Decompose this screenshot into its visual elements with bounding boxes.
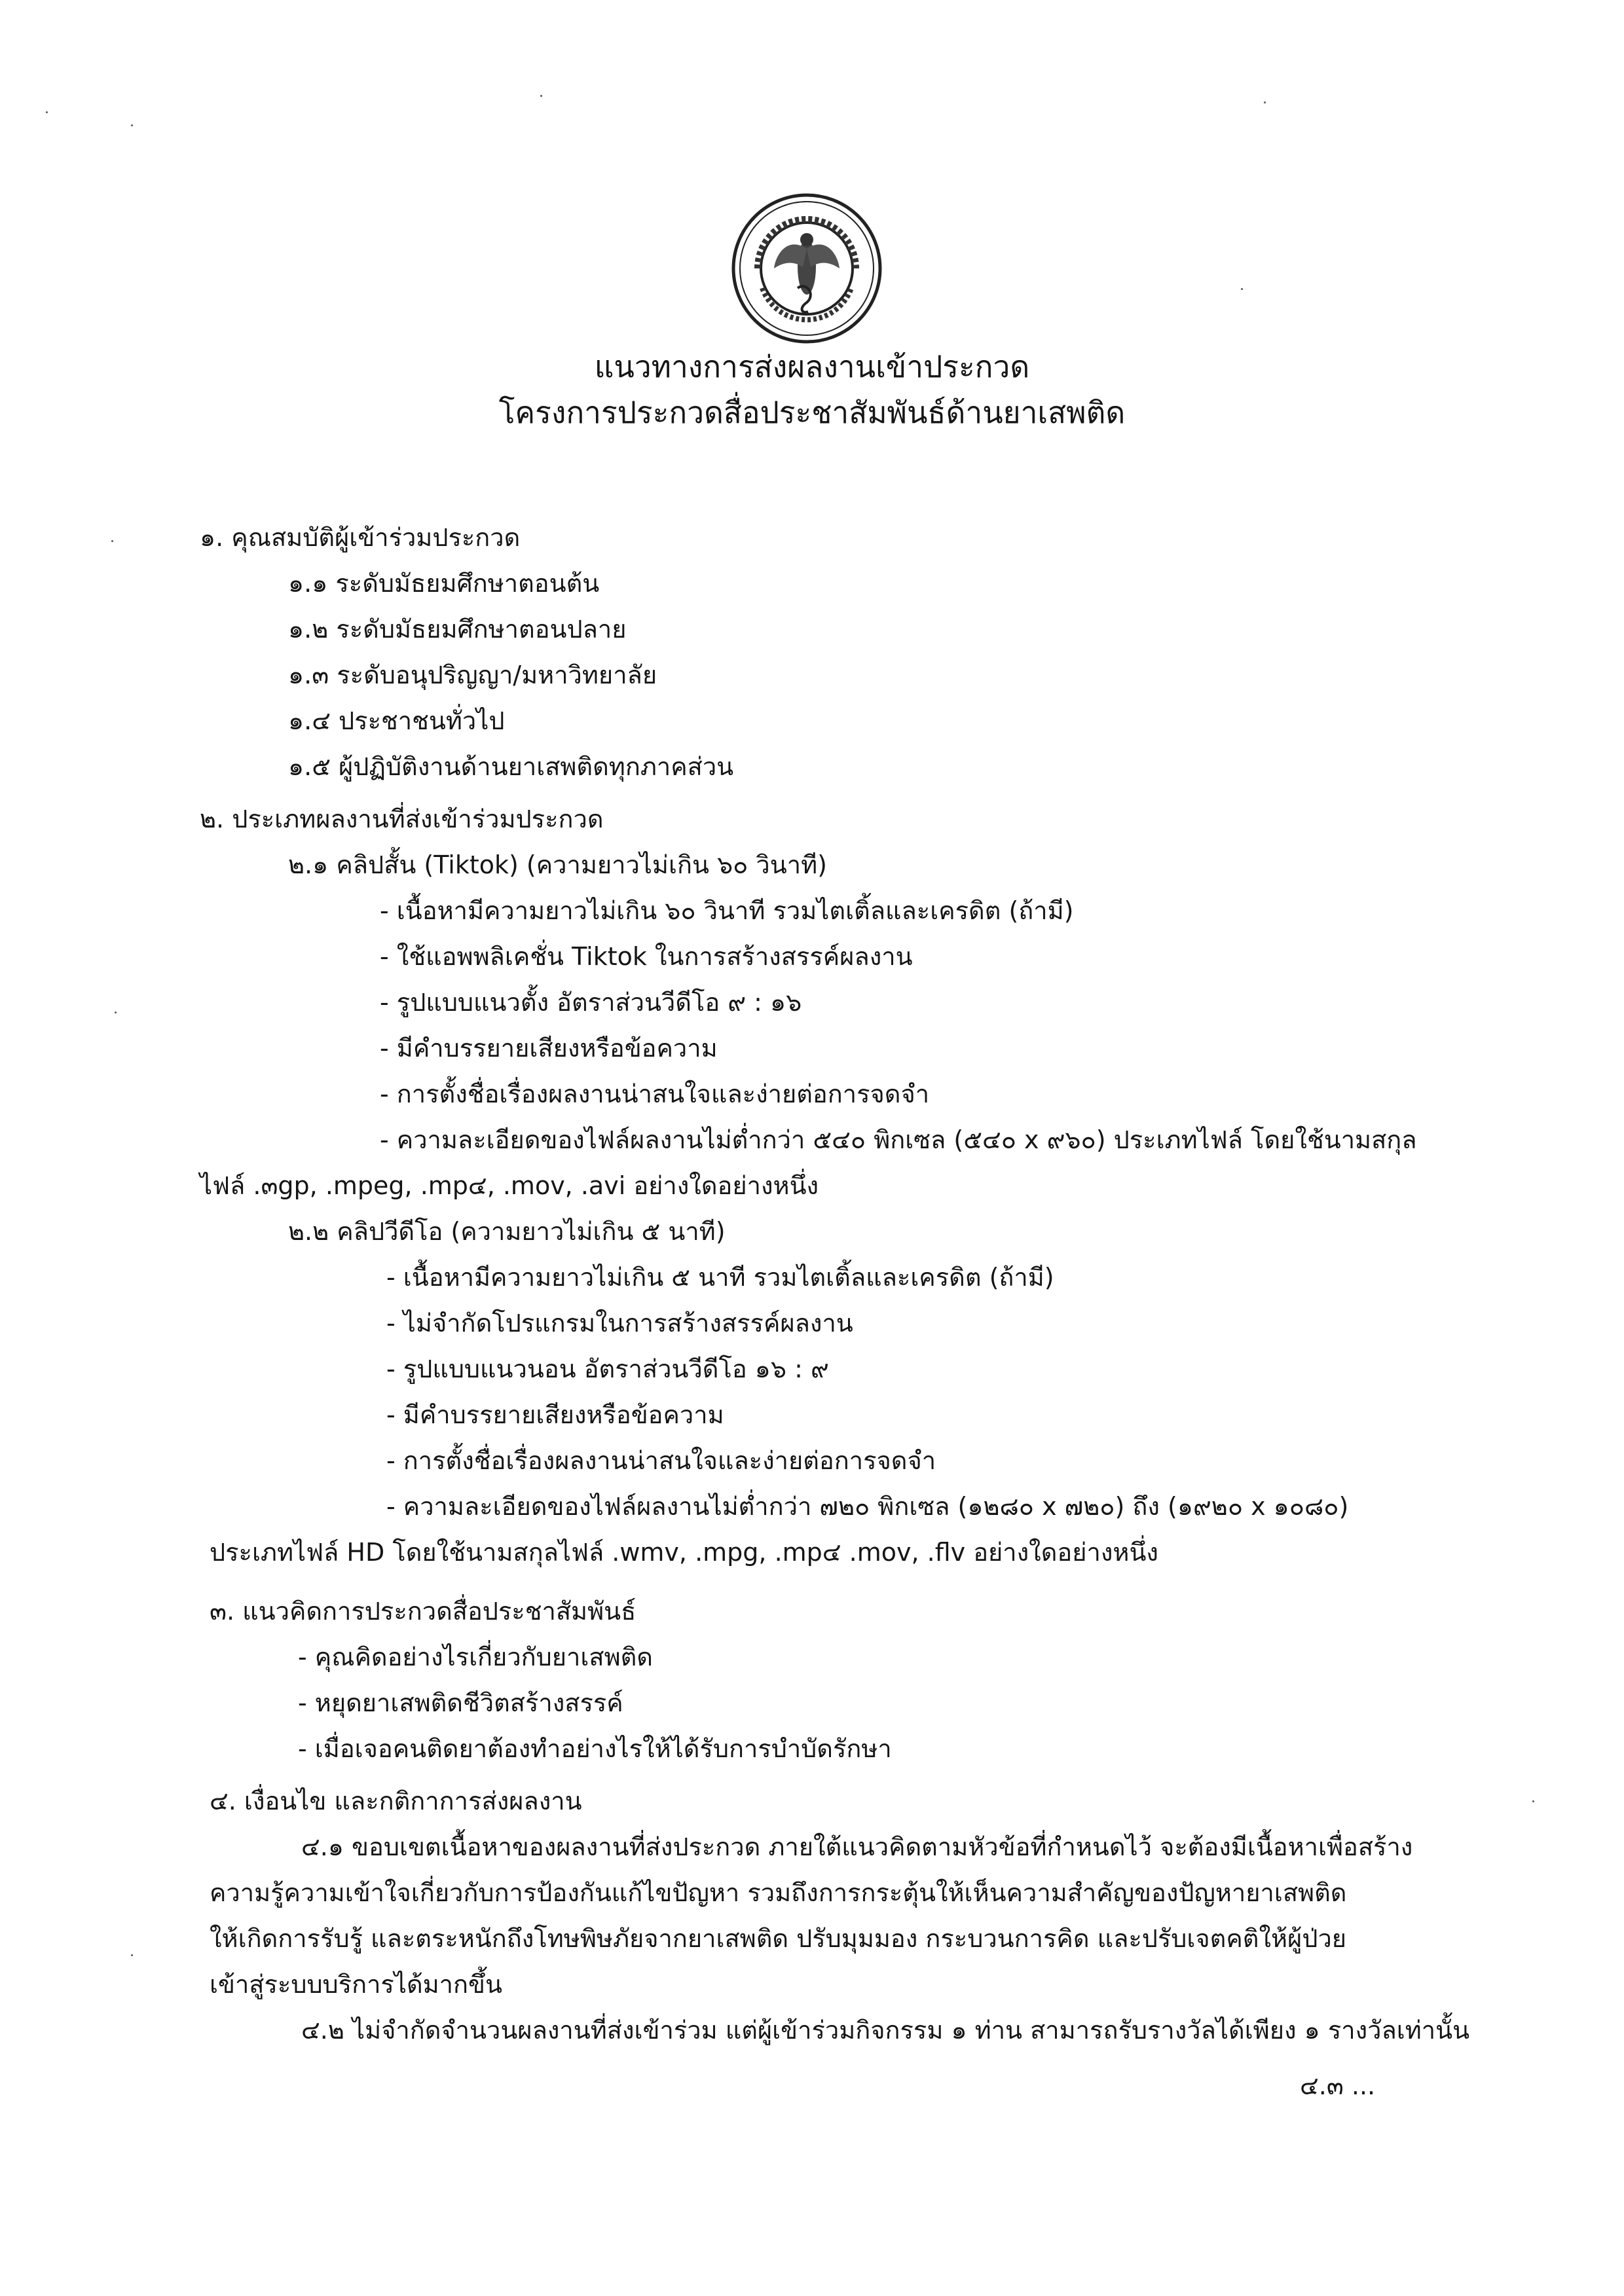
subsection-2-1-bullet: - เนื้อหามีความยาวไม่เกิน ๖๐ วินาที รวมไตเติ้ลและเครดิต (ถ้ามี)	[380, 896, 1074, 925]
section-1-item: ๑.๑ ระดับมัธยมศึกษาตอนต้น	[288, 569, 600, 598]
section-4-1-paragraph-line: ความรู้ความเข้าใจเกี่ยวกับการป้องกันแก้ไขปัญหา รวมถึงการกระตุ้นให้เห็นความสำคัญของปัญหายาเสพติด	[210, 1878, 1347, 1907]
section-4-1-paragraph-line: ๔.๑ ขอบเขตเนื้อหาของผลงานที่ส่งประกวด ภายใต้แนวคิดตามหัวข้อที่กำหนดไว้ จะต้องมีเนื้อหาเพื่อสร้าง	[301, 1832, 1413, 1861]
subsection-2-2-continuation: ประเภทไฟล์ HD โดยใช้นามสกุลไฟล์ .wmv, .mpg, .mp๔ .mov, .flv อย่างใดอย่างหนึ่ง	[210, 1538, 1158, 1567]
subsection-2-2-title: ๒.๒ คลิปวีดีโอ (ความยาวไม่เกิน ๕ นาที)	[288, 1217, 726, 1246]
subsection-2-2-bullet: - รูปแบบแนวนอน อัตราส่วนวีดีโอ ๑๖ : ๙	[386, 1355, 829, 1383]
section-1-item: ๑.๒ ระดับมัธยมศึกษาตอนปลาย	[288, 615, 627, 644]
subsection-2-1-bullet: - ความละเอียดของไฟล์ผลงานไม่ต่ำกว่า ๕๔๐ พิกเซล (๕๔๐ x ๙๖๐) ประเภทไฟล์ โดยใช้นามสกุล	[380, 1125, 1417, 1154]
section-4-1-paragraph-line: ให้เกิดการรับรู้ และตระหนักถึงโทษพิษภัยจากยาเสพติด ปรับมุมมอง กระบวนการคิด และปรับเจตคติให้ผู้ป่วย	[210, 1924, 1347, 1953]
scan-speck	[131, 124, 133, 126]
section-4-2-paragraph: ๔.๒ ไม่จำกัดจำนวนผลงานที่ส่งเข้าร่วม แต่ผู้เข้าร่วมกิจกรรม ๑ ท่าน สามารถรับรางวัลได้เพียง ๑ รางวัลเท่านั้น	[301, 2016, 1470, 2045]
document-title-line-2: โครงการประกวดสื่อประชาสัมพันธ์ด้านยาเสพติด	[498, 395, 1126, 430]
scan-speck	[1264, 101, 1266, 103]
section-3-bullet: - คุณคิดอย่างไรเกี่ยวกับยาเสพติด	[298, 1643, 653, 1671]
scan-speck	[46, 111, 48, 113]
subsection-2-2-bullet: - ความละเอียดของไฟล์ผลงานไม่ต่ำกว่า ๗๒๐ พิกเซล (๑๒๘๐ x ๗๒๐) ถึง (๑๙๒๐ x ๑๐๘๐)	[386, 1492, 1349, 1521]
subsection-2-2-bullet: - การตั้งชื่อเรื่องผลงานน่าสนใจและง่ายต่อการจดจำ	[386, 1446, 936, 1475]
section-1-item: ๑.๓ ระดับอนุปริญญา/มหาวิทยาลัย	[288, 661, 657, 689]
page-continuation-marker: ๔.๓ ...	[1300, 2071, 1376, 2100]
scan-speck	[115, 1011, 117, 1013]
subsection-2-2-bullet: - มีคำบรรยายเสียงหรือข้อความ	[386, 1400, 724, 1429]
scan-speck	[540, 95, 542, 97]
scan-speck	[1532, 1800, 1534, 1802]
subsection-2-2-bullet: - เนื้อหามีความยาวไม่เกิน ๕ นาที รวมไตเติ้ลและเครดิต (ถ้ามี)	[386, 1263, 1054, 1292]
subsection-2-1-bullet: - มีคำบรรยายเสียงหรือข้อความ	[380, 1034, 718, 1063]
scan-speck	[1241, 288, 1243, 290]
section-2-heading: ๒. ประเภทผลงานที่ส่งเข้าร่วมประกวด	[200, 805, 604, 833]
section-1-heading: ๑. คุณสมบัติผู้เข้าร่วมประกวด	[200, 523, 521, 552]
subsection-2-1-continuation: ไฟล์ .๓gp, .mpeg, .mp๔, .mov, .avi อย่างใดอย่างหนึ่ง	[200, 1171, 819, 1200]
subsection-2-1-title: ๒.๑ คลิปสั้น (Tiktok) (ความยาวไม่เกิน ๖๐ วินาที)	[288, 850, 827, 879]
document-title-line-1: แนวทางการส่งผลงานเข้าประกวด	[594, 349, 1030, 384]
scan-speck	[131, 1954, 133, 1956]
scan-speck	[111, 540, 113, 542]
section-1-item: ๑.๔ ประชาชนทั่วไป	[288, 706, 505, 735]
section-3-bullet: - เมื่อเจอคนติดยาต้องทำอย่างไรให้ได้รับการบำบัดรักษา	[298, 1734, 892, 1763]
subsection-2-1-bullet: - ใช้แอพพลิเคชั่น Tiktok ในการสร้างสรรค์ผลงาน	[380, 942, 913, 971]
ministry-seal-logo	[728, 190, 885, 347]
section-1-item: ๑.๕ ผู้ปฏิบัติงานด้านยาเสพติดทุกภาคส่วน	[288, 752, 734, 781]
section-3-bullet: - หยุดยาเสพติดชีวิตสร้างสรรค์	[298, 1688, 623, 1717]
section-3-heading: ๓. แนวคิดการประกวดสื่อประชาสัมพันธ์	[210, 1597, 637, 1626]
section-4-heading: ๔. เงื่อนไข และกติกาการส่งผลงาน	[210, 1787, 582, 1815]
section-4-1-paragraph-line: เข้าสู่ระบบบริการได้มากขึ้น	[210, 1970, 502, 1999]
subsection-2-1-bullet: - การตั้งชื่อเรื่องผลงานน่าสนใจและง่ายต่อการจดจำ	[380, 1080, 930, 1108]
subsection-2-1-bullet: - รูปแบบแนวตั้ง อัตราส่วนวีดีโอ ๙ : ๑๖	[380, 988, 802, 1017]
subsection-2-2-bullet: - ไม่จำกัดโปรแกรมในการสร้างสรรค์ผลงาน	[386, 1309, 853, 1338]
